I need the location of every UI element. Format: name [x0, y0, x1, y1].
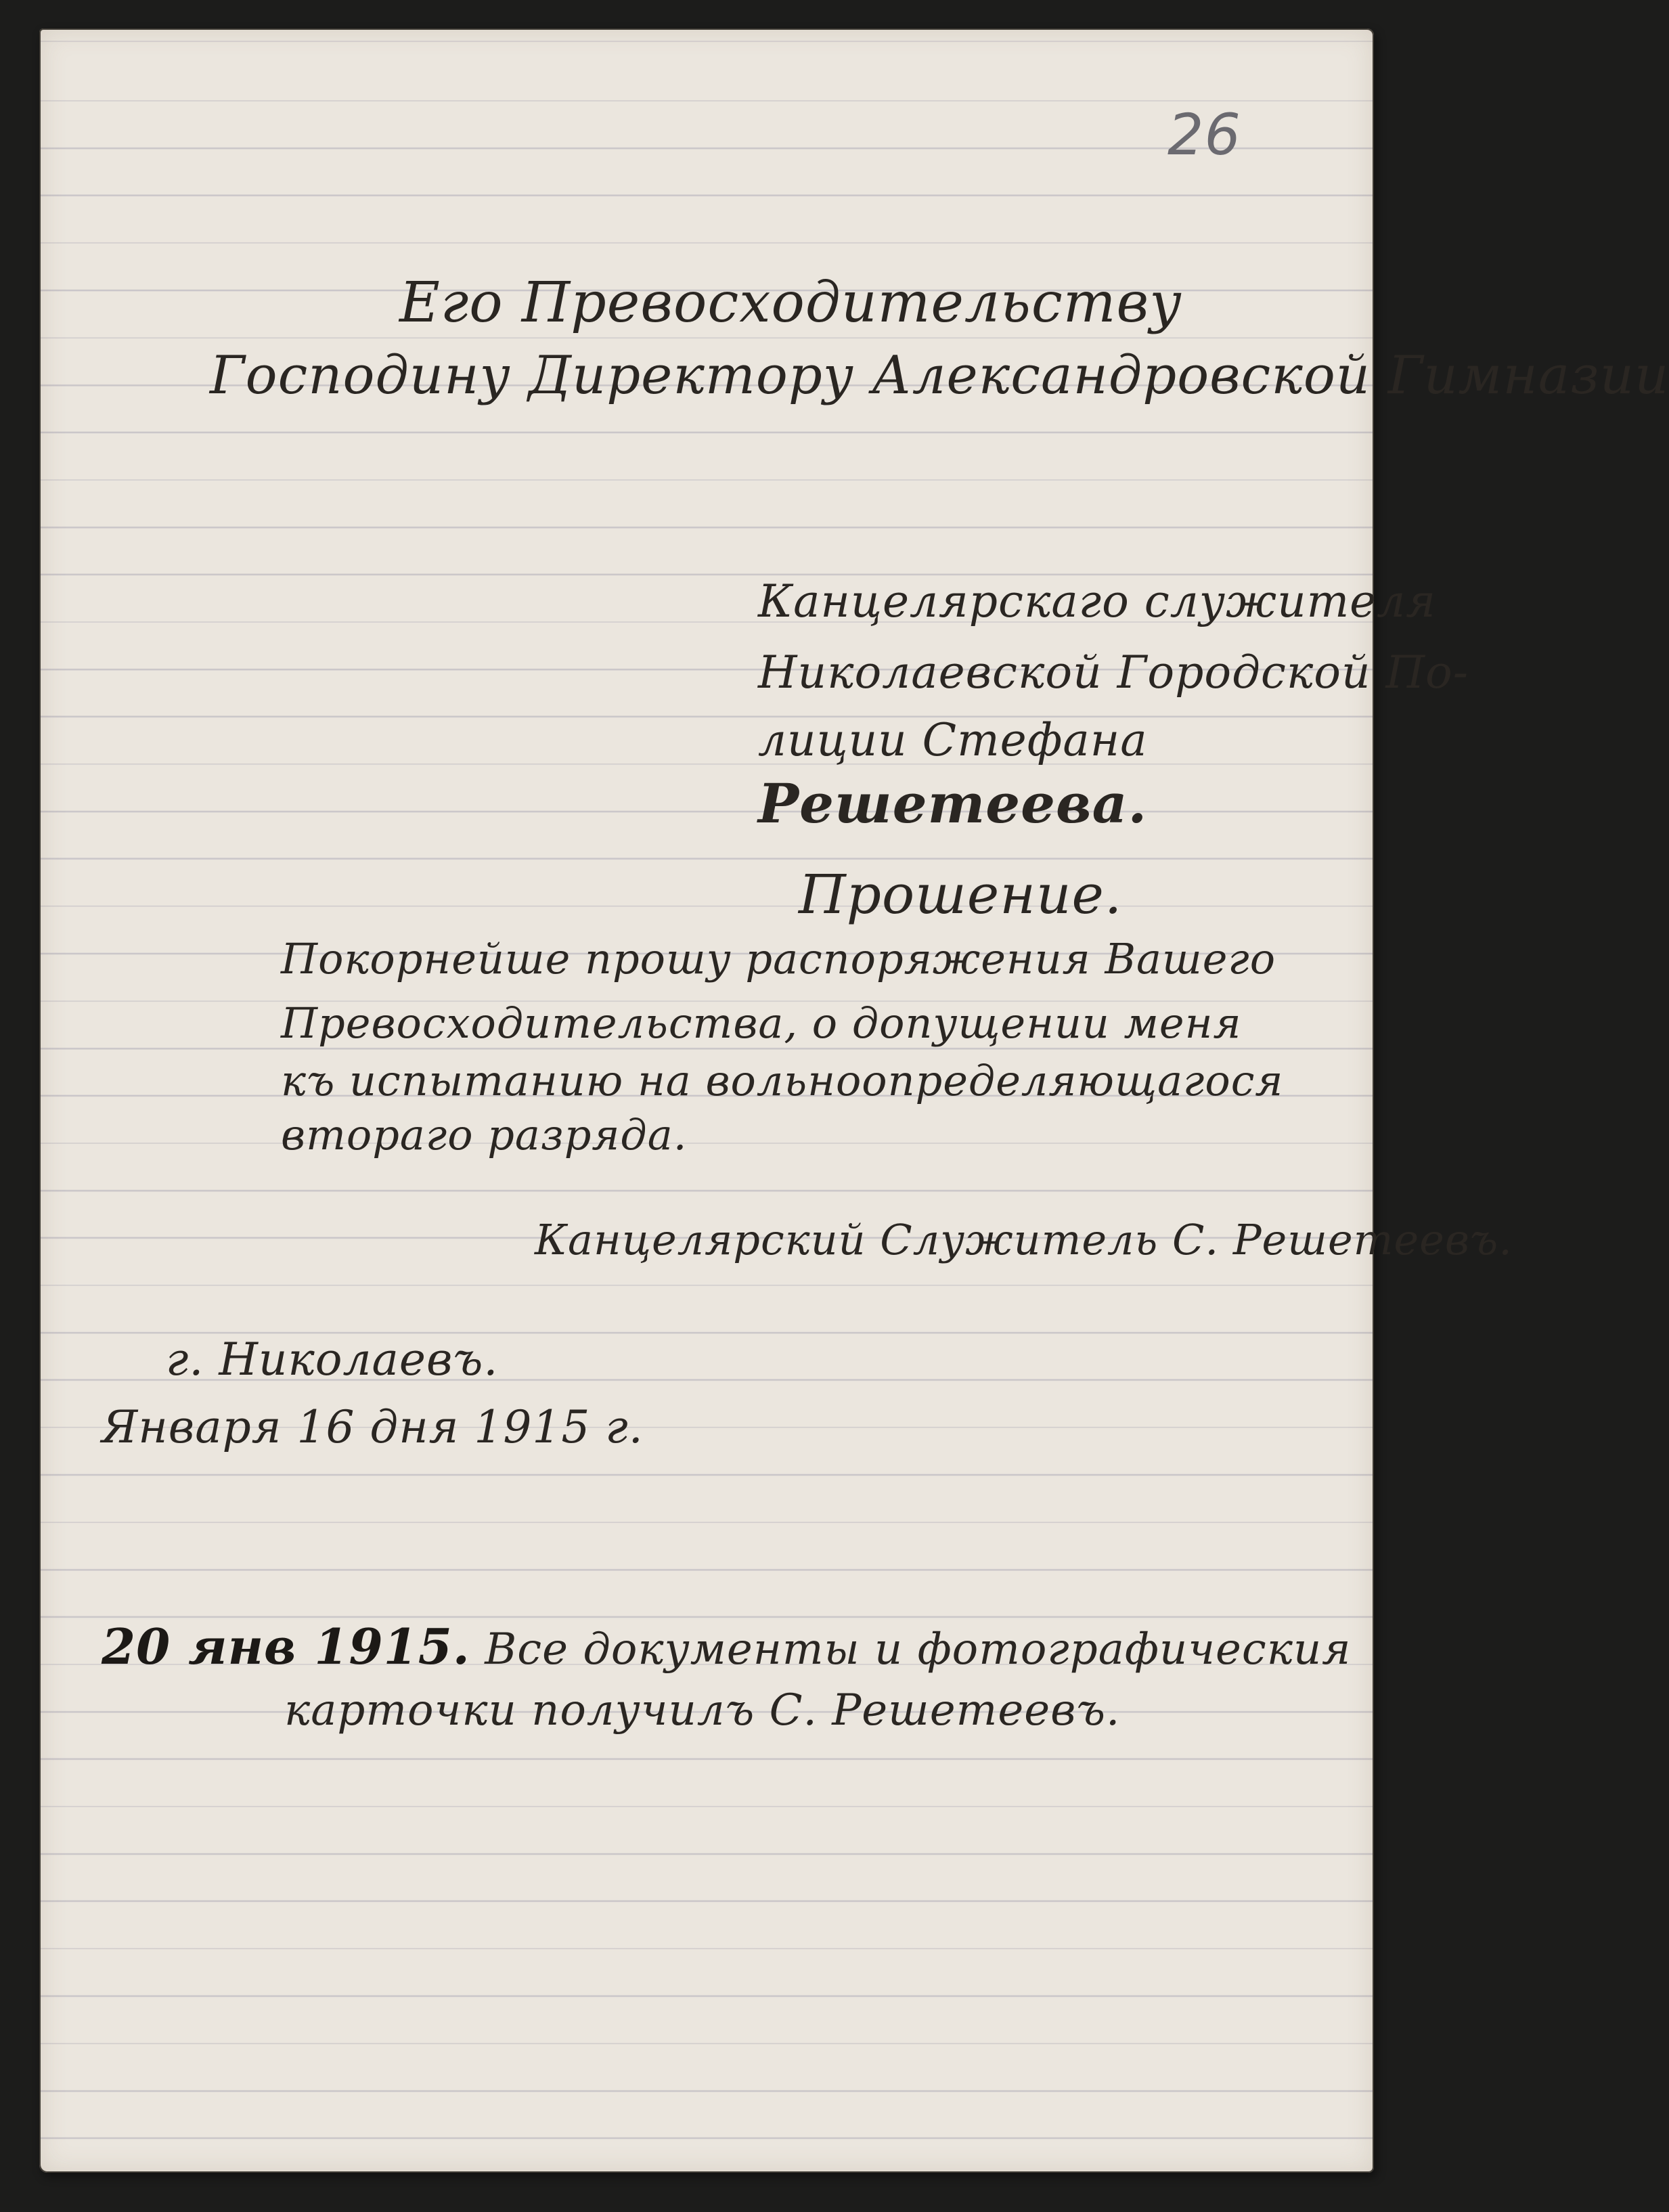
date-line: Января 16 дня 1915 г.	[102, 1401, 644, 1453]
sender-line-3: лиции Стефана	[758, 714, 1148, 766]
receipt-note-date: 20 янв 1915.	[102, 1618, 470, 1675]
signature-line: Канцелярский Служитель С. Решетеевъ.	[535, 1215, 1513, 1264]
receipt-note-line-2: карточки получилъ С. Решетеевъ.	[284, 1685, 1121, 1735]
body-line-2: Превосходительства, о допущении меня	[281, 998, 1242, 1048]
receipt-note-text: Все документы и фотографическия	[485, 1624, 1352, 1675]
addressee-line-1: Его Превосходительству	[399, 271, 1182, 335]
body-line-4: втораго разряда.	[281, 1110, 688, 1159]
place-line: г. Николаевъ.	[166, 1333, 499, 1386]
petition-title: Прошение.	[799, 863, 1123, 926]
body-line-1: Покорнейше прошу распоряжения Вашего	[281, 934, 1276, 983]
sender-line-1: Канцелярскаго служителя	[758, 575, 1436, 627]
page-number: 26	[1167, 102, 1241, 168]
receipt-note-line-1	[102, 1618, 1352, 1675]
sender-surname: Решетеева.	[758, 772, 1148, 835]
sender-line-2: Николаевской Городской По-	[758, 646, 1469, 699]
body-line-3: къ испытанию на вольноопределяющагося	[281, 1056, 1284, 1105]
addressee-line-2: Господину Директору Александровской Гимназии	[210, 345, 1669, 406]
